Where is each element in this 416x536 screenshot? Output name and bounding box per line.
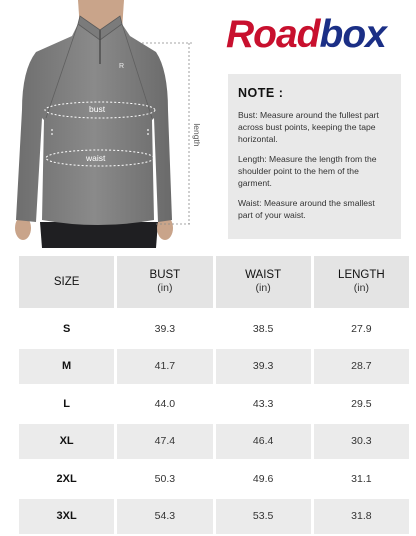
shirt-illustration [6, 0, 206, 248]
table-row [19, 386, 409, 424]
waist-cell: 38.5 [216, 311, 311, 349]
length-cell: 31.8 [314, 499, 409, 536]
waist-cell: 49.6 [216, 461, 311, 499]
bust-cell: 44.0 [117, 386, 212, 424]
header-size: SIZE [19, 256, 114, 311]
header-waist: WAIST (in) [216, 256, 311, 311]
chest-logo-icon: R [119, 63, 124, 70]
waist-label: waist [85, 153, 106, 163]
pants [40, 222, 158, 248]
table-row [19, 424, 409, 462]
length-label: length [192, 123, 202, 146]
size-cell: 3XL [19, 499, 114, 536]
bust-cell: 47.4 [117, 424, 212, 462]
product-image [6, 0, 206, 248]
note-length: Length: Measure the length from the shoulder point to the hem of the garment. [238, 153, 391, 189]
note-title: NOTE : [238, 86, 391, 100]
size-cell: M [19, 349, 114, 387]
bust-cell: 50.3 [117, 461, 212, 499]
bust-cell: 54.3 [117, 499, 212, 536]
header-length: LENGTH (in) [314, 256, 409, 311]
size-cell: 2XL [19, 461, 114, 499]
bust-cell: 41.7 [117, 349, 212, 387]
note-bust: Bust: Measure around the fullest part across bust points, keeping the tape horizontal. [238, 109, 391, 145]
size-cell: XL [19, 424, 114, 462]
size-cell: S [19, 311, 114, 349]
waist-cell: 39.3 [216, 349, 311, 387]
table-header-row [19, 256, 409, 311]
length-cell: 28.7 [314, 349, 409, 387]
header-bust: BUST (in) [117, 256, 212, 311]
size-chart-table [16, 256, 412, 536]
waist-cell: 53.5 [216, 499, 311, 536]
table-row [19, 349, 409, 387]
waist-cell: 43.3 [216, 386, 311, 424]
size-cell: L [19, 386, 114, 424]
logo-red-part: Road [226, 13, 320, 56]
shirt-body [16, 24, 172, 225]
note-waist: Waist: Measure around the smallest part of your waist. [238, 197, 391, 221]
note-box [228, 74, 401, 239]
length-cell: 29.5 [314, 386, 409, 424]
brand-logo [226, 12, 406, 58]
bust-cell: 39.3 [117, 311, 212, 349]
table-row [19, 499, 409, 536]
length-cell: 27.9 [314, 311, 409, 349]
waist-cell: 46.4 [216, 424, 311, 462]
logo-blue-part: box [320, 13, 386, 56]
length-cell: 31.1 [314, 461, 409, 499]
bust-label: bust [89, 104, 106, 114]
table-row [19, 311, 409, 349]
table-row [19, 461, 409, 499]
length-cell: 30.3 [314, 424, 409, 462]
